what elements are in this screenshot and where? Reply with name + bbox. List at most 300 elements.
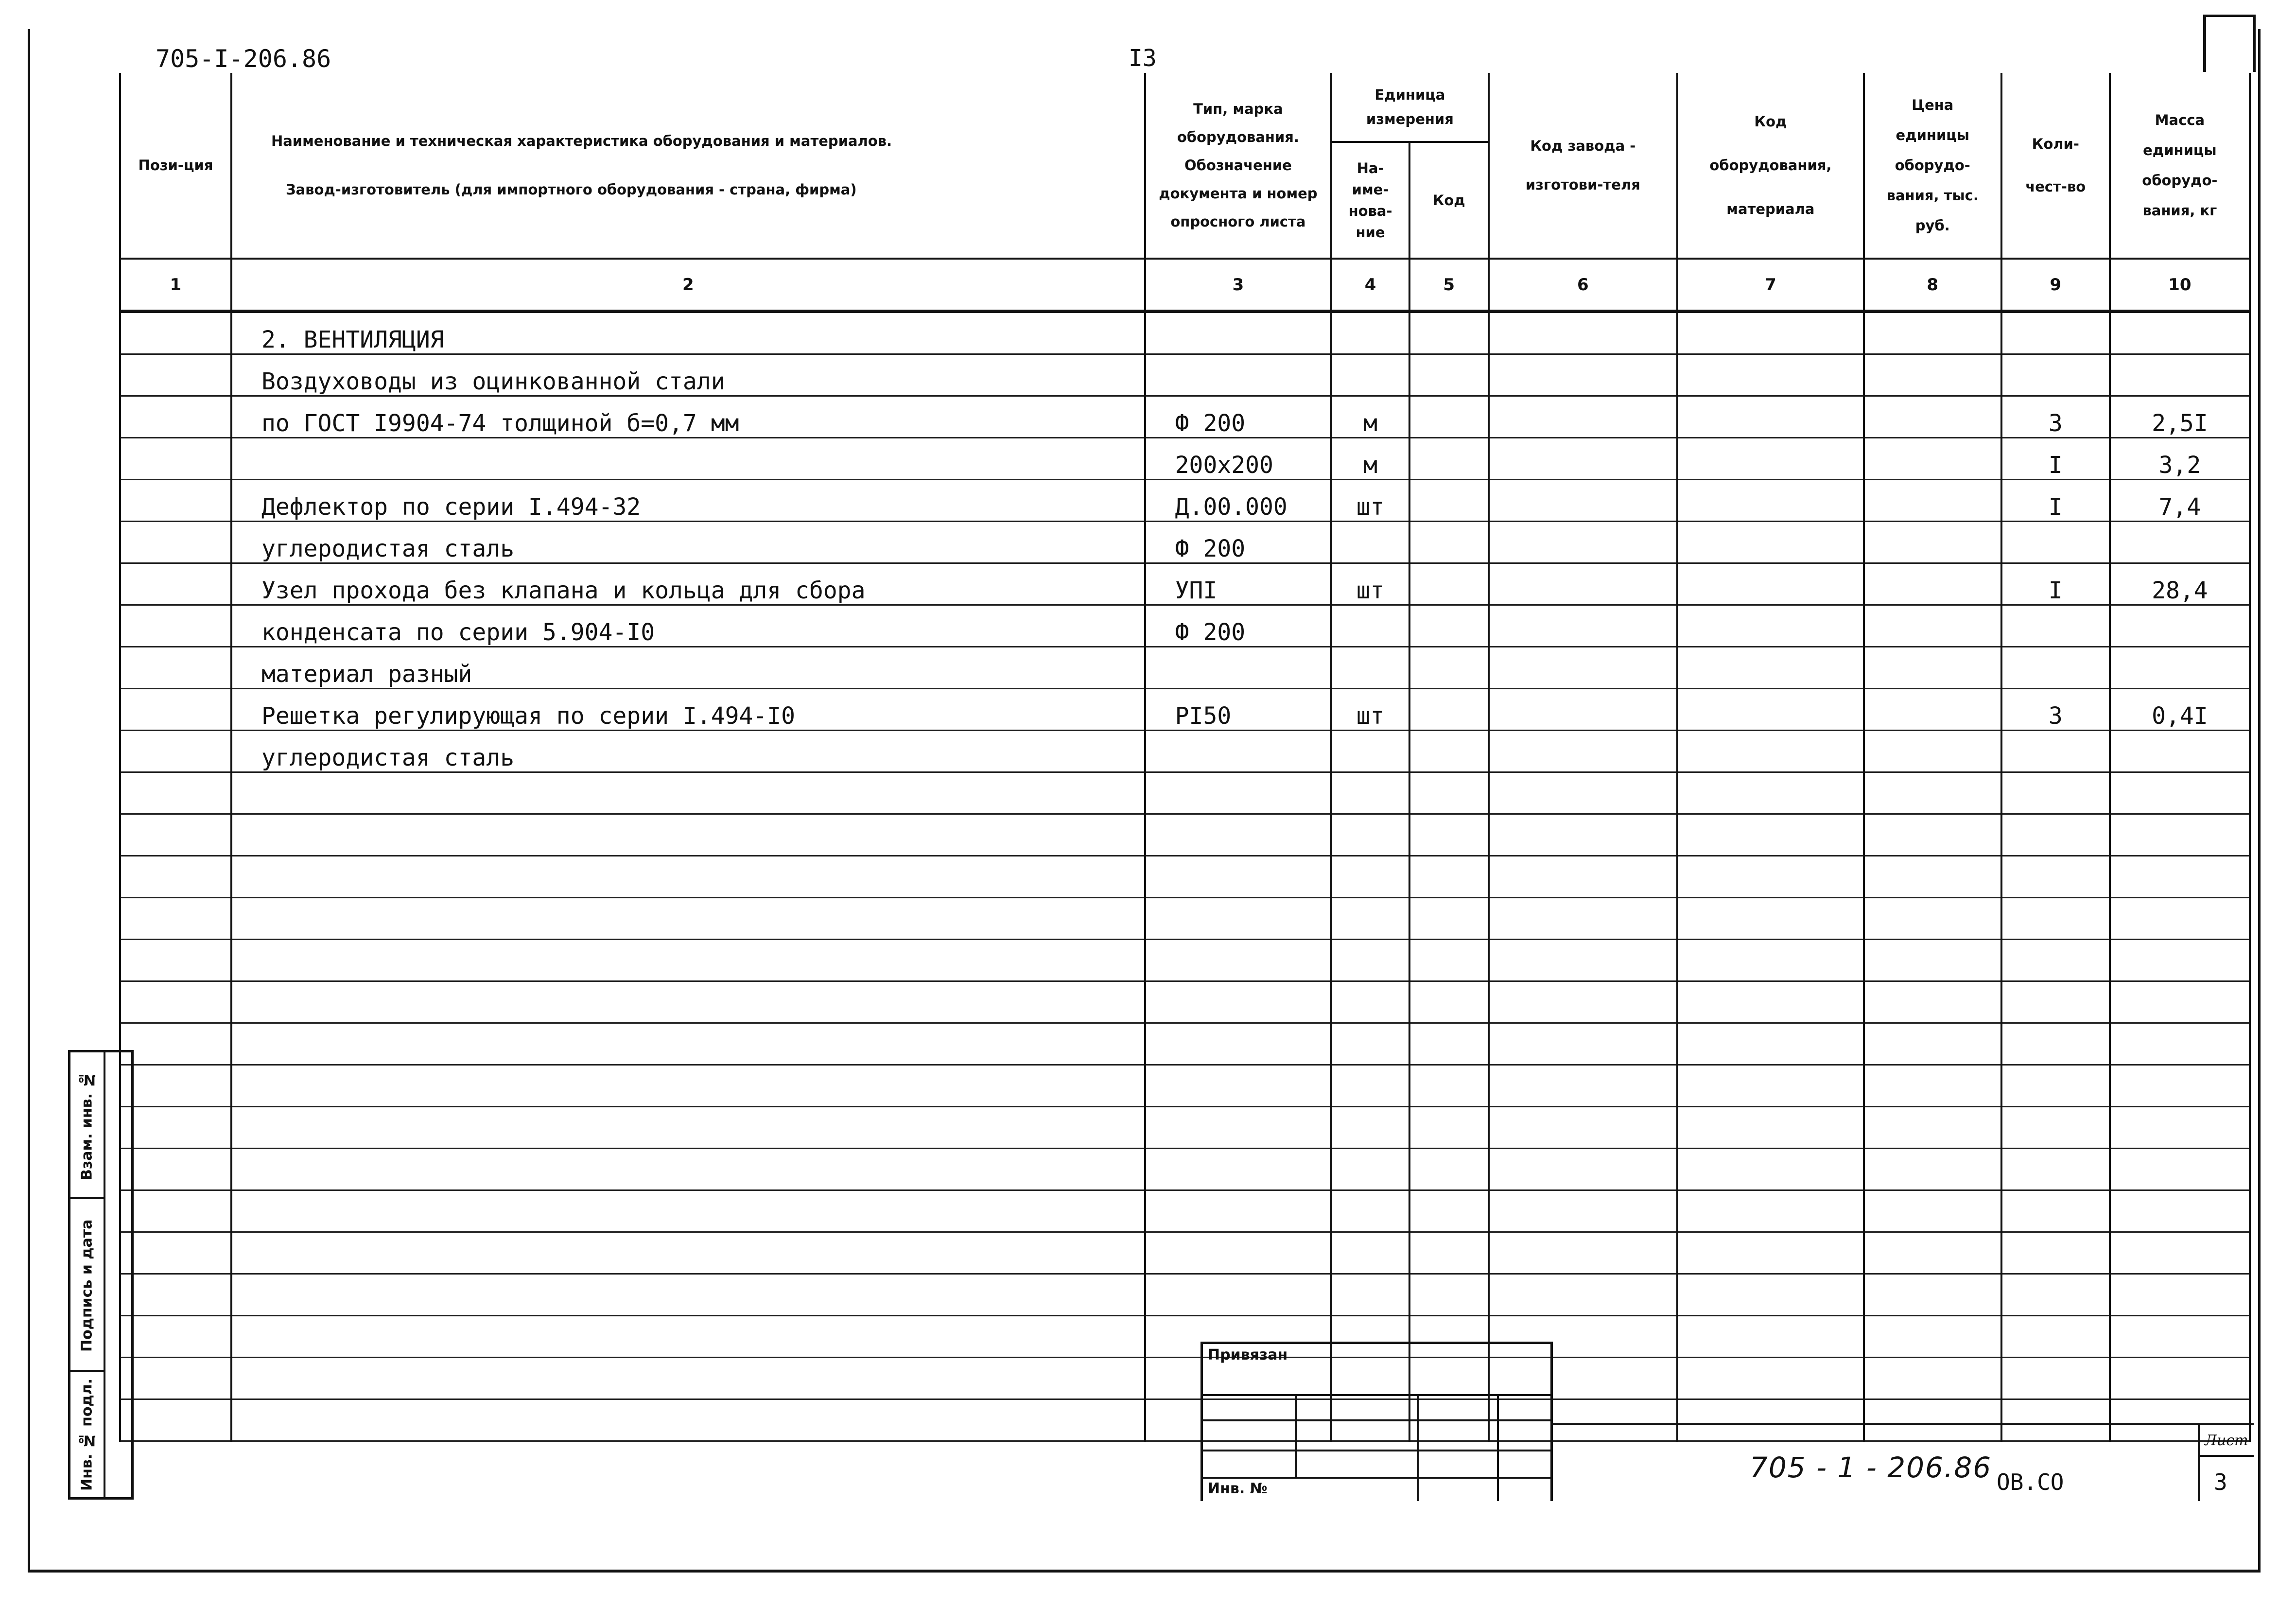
cell-quantity — [2001, 856, 2110, 898]
cell-equipment-code — [1677, 1316, 1864, 1358]
table-row — [120, 772, 2250, 814]
cell-factory-code — [1489, 1023, 1678, 1065]
header-quantity: Коли-чест-во — [2001, 73, 2110, 259]
column-number: 5 — [1409, 259, 1489, 312]
cell-equipment-code — [1677, 689, 1864, 731]
header-factory-code: Код завода - изготови-теля — [1489, 73, 1678, 259]
cell-factory-code — [1489, 647, 1678, 689]
sheet-label: Лист — [2205, 1432, 2248, 1449]
cell-mass — [2110, 1149, 2250, 1190]
cell-price — [1864, 312, 2001, 354]
table-row — [120, 1358, 2250, 1399]
cell-quantity — [2001, 647, 2110, 689]
cell-unit — [1331, 1023, 1409, 1065]
cell-unit: шт — [1331, 689, 1409, 731]
cell-position — [120, 438, 231, 480]
cell-price — [1864, 731, 2001, 772]
cell-mass — [2110, 1232, 2250, 1274]
cell-price — [1864, 438, 2001, 480]
cell-quantity — [2001, 772, 2110, 814]
stamp-original-inv: Инв. № подл. — [78, 1378, 96, 1491]
table-row — [120, 563, 2250, 605]
table-row — [120, 312, 2250, 354]
cell-mass — [2110, 772, 2250, 814]
header-page-number: I3 — [1129, 45, 1157, 72]
header-name — [231, 73, 1145, 259]
document-code: ОВ.СО — [1997, 1469, 2064, 1495]
cell-quantity — [2001, 981, 2110, 1023]
cell-name — [231, 814, 1145, 856]
cell-unit-code — [1409, 522, 1489, 563]
cell-unit-code — [1409, 354, 1489, 396]
cell-mass — [2110, 1316, 2250, 1358]
cell-quantity — [2001, 1399, 2110, 1441]
cell-name — [231, 1190, 1145, 1232]
cell-quantity — [2001, 1190, 2110, 1232]
cell-type: Д.00.000 — [1145, 480, 1332, 522]
cell-type — [1145, 1274, 1332, 1316]
cell-position — [120, 689, 231, 731]
cell-factory-code — [1489, 1274, 1678, 1316]
cell-name: по ГОСТ I9904-74 толщиной б=0,7 мм — [231, 396, 1145, 438]
cell-name — [231, 438, 1145, 480]
cell-price — [1864, 1316, 2001, 1358]
cell-unit-code — [1409, 1149, 1489, 1190]
header-price: Цена единицы оборудо-вания, тыс. руб. — [1864, 73, 2001, 259]
column-number: 6 — [1489, 259, 1678, 312]
left-stamp — [68, 1050, 134, 1500]
table-row — [120, 396, 2250, 438]
cell-position — [120, 480, 231, 522]
table-row — [120, 647, 2250, 689]
table-row — [120, 1399, 2250, 1441]
header-unit-group: Единица измерения — [1331, 73, 1488, 142]
cell-factory-code — [1489, 354, 1678, 396]
cell-unit-code — [1409, 1274, 1489, 1316]
cell-name — [231, 1358, 1145, 1399]
header-position: Пози-ция — [120, 73, 231, 259]
cell-price — [1864, 354, 2001, 396]
header-unit-code: Код — [1409, 142, 1489, 259]
cell-mass — [2110, 647, 2250, 689]
cell-quantity — [2001, 814, 2110, 856]
cell-equipment-code — [1677, 605, 1864, 647]
cell-type — [1145, 856, 1332, 898]
table-row — [120, 605, 2250, 647]
column-number: 10 — [2110, 259, 2250, 312]
cell-unit — [1331, 647, 1409, 689]
cell-equipment-code — [1677, 814, 1864, 856]
cell-price — [1864, 522, 2001, 563]
cell-name — [231, 1232, 1145, 1274]
cell-equipment-code — [1677, 396, 1864, 438]
column-number: 1 — [120, 259, 231, 312]
cell-position — [120, 312, 231, 354]
cell-mass — [2110, 522, 2250, 563]
cell-equipment-code — [1677, 1190, 1864, 1232]
cell-position — [120, 814, 231, 856]
specification-table — [119, 73, 2251, 1442]
cell-name — [231, 1149, 1145, 1190]
header-mass: Масса единицы оборудо-вания, кг — [2110, 73, 2250, 259]
stamp-replaced-inv: Взам. инв. № — [78, 1071, 96, 1181]
cell-equipment-code — [1677, 1274, 1864, 1316]
cell-equipment-code — [1677, 856, 1864, 898]
cell-name — [231, 1399, 1145, 1441]
cell-price — [1864, 898, 2001, 940]
cell-unit-code — [1409, 438, 1489, 480]
cell-unit-code — [1409, 1190, 1489, 1232]
cell-quantity — [2001, 312, 2110, 354]
cell-mass — [2110, 981, 2250, 1023]
cell-factory-code — [1489, 940, 1678, 981]
cell-unit-code — [1409, 856, 1489, 898]
cell-factory-code — [1489, 1149, 1678, 1190]
cell-name: 2. ВЕНТИЛЯЦИЯ — [231, 312, 1145, 354]
cell-quantity — [2001, 1316, 2110, 1358]
cell-quantity — [2001, 898, 2110, 940]
cell-price — [1864, 563, 2001, 605]
drawing-designation: 705 - 1 - 206.86 — [1750, 1451, 1992, 1484]
cell-unit-code — [1409, 814, 1489, 856]
cell-equipment-code — [1677, 1232, 1864, 1274]
cell-unit — [1331, 981, 1409, 1023]
table-row — [120, 1190, 2250, 1232]
table-row — [120, 981, 2250, 1023]
cell-equipment-code — [1677, 731, 1864, 772]
cell-type — [1145, 981, 1332, 1023]
cell-price — [1864, 1023, 2001, 1065]
cell-type — [1145, 1065, 1332, 1107]
header-name-line2: Завод-изготовитель (для импортного оборудования - страна, фирма) — [285, 181, 857, 198]
cell-name — [231, 1274, 1145, 1316]
cell-unit — [1331, 1149, 1409, 1190]
cell-factory-code — [1489, 1065, 1678, 1107]
cell-quantity — [2001, 1107, 2110, 1149]
cell-name: конденсата по серии 5.904-I0 — [231, 605, 1145, 647]
cell-factory-code — [1489, 731, 1678, 772]
cell-unit-code — [1409, 689, 1489, 731]
cell-factory-code — [1489, 312, 1678, 354]
cell-type — [1145, 1023, 1332, 1065]
header-unit-name: На-име-нова-ние — [1331, 142, 1409, 259]
cell-unit-code — [1409, 1107, 1489, 1149]
cell-price — [1864, 1274, 2001, 1316]
table-row — [120, 814, 2250, 856]
cell-mass — [2110, 1274, 2250, 1316]
cell-unit — [1331, 1065, 1409, 1107]
cell-position — [120, 772, 231, 814]
cell-name: Решетка регулирующая по серии I.494-I0 — [231, 689, 1145, 731]
cell-factory-code — [1489, 563, 1678, 605]
cell-unit-code — [1409, 563, 1489, 605]
cell-factory-code — [1489, 1107, 1678, 1149]
table-row — [120, 898, 2250, 940]
column-number: 9 — [2001, 259, 2110, 312]
cell-type — [1145, 731, 1332, 772]
cell-type — [1145, 1149, 1332, 1190]
cell-unit: шт — [1331, 563, 1409, 605]
header-name-line1: Наименование и техническая характеристика оборудования и материалов. — [271, 133, 892, 149]
cell-name — [231, 940, 1145, 981]
table-row — [120, 480, 2250, 522]
cell-unit — [1331, 772, 1409, 814]
cell-position — [120, 940, 231, 981]
cell-equipment-code — [1677, 480, 1864, 522]
cell-type — [1145, 772, 1332, 814]
cell-mass — [2110, 1107, 2250, 1149]
cell-name: Воздуховоды из оцинкованной стали — [231, 354, 1145, 396]
cell-mass: 3,2 — [2110, 438, 2250, 480]
cell-type: Ф 200 — [1145, 605, 1332, 647]
header-doc-code: 705-I-206.86 — [156, 45, 331, 73]
cell-unit-code — [1409, 480, 1489, 522]
cell-quantity: 3 — [2001, 396, 2110, 438]
cell-mass — [2110, 312, 2250, 354]
cell-factory-code — [1489, 689, 1678, 731]
header-type: Тип, марка оборудования. Обозначение документа и номер опросного листа — [1145, 73, 1332, 259]
cell-equipment-code — [1677, 522, 1864, 563]
table-row — [120, 354, 2250, 396]
column-number: 7 — [1677, 259, 1864, 312]
cell-unit — [1331, 522, 1409, 563]
cell-equipment-code — [1677, 1399, 1864, 1441]
cell-unit-code — [1409, 898, 1489, 940]
header-equipment-code: Код оборудования, материала — [1677, 73, 1864, 259]
cell-equipment-code — [1677, 981, 1864, 1023]
cell-quantity: I — [2001, 438, 2110, 480]
cell-position — [120, 1023, 231, 1065]
cell-equipment-code — [1677, 563, 1864, 605]
cell-price — [1864, 856, 2001, 898]
cell-type — [1145, 647, 1332, 689]
cell-unit-code — [1409, 940, 1489, 981]
cell-position — [120, 1399, 231, 1441]
cell-position — [120, 856, 231, 898]
cell-factory-code — [1489, 396, 1678, 438]
cell-factory-code — [1489, 856, 1678, 898]
cell-quantity — [2001, 605, 2110, 647]
cell-factory-code — [1489, 981, 1678, 1023]
cell-equipment-code — [1677, 438, 1864, 480]
cell-unit-code — [1409, 1023, 1489, 1065]
cell-name — [231, 981, 1145, 1023]
cell-position — [120, 981, 231, 1023]
cell-unit — [1331, 354, 1409, 396]
cell-name: Дефлектор по серии I.494-32 — [231, 480, 1145, 522]
cell-equipment-code — [1677, 647, 1864, 689]
cell-unit-code — [1409, 647, 1489, 689]
cell-factory-code — [1489, 480, 1678, 522]
cell-quantity — [2001, 354, 2110, 396]
cell-equipment-code — [1677, 1107, 1864, 1149]
cell-unit-code — [1409, 312, 1489, 354]
cell-unit — [1331, 731, 1409, 772]
cell-price — [1864, 480, 2001, 522]
table-row — [120, 1274, 2250, 1316]
cell-position — [120, 396, 231, 438]
cell-position — [120, 1232, 231, 1274]
cell-equipment-code — [1677, 354, 1864, 396]
table-row — [120, 856, 2250, 898]
cell-price — [1864, 1065, 2001, 1107]
cell-factory-code — [1489, 814, 1678, 856]
cell-position — [120, 522, 231, 563]
cell-unit-code — [1409, 1232, 1489, 1274]
table-row — [120, 1149, 2250, 1190]
cell-equipment-code — [1677, 1149, 1864, 1190]
cell-position — [120, 563, 231, 605]
table-row — [120, 522, 2250, 563]
cell-mass: 2,5I — [2110, 396, 2250, 438]
cell-mass — [2110, 1065, 2250, 1107]
cell-factory-code — [1489, 1190, 1678, 1232]
cell-equipment-code — [1677, 898, 1864, 940]
cell-unit — [1331, 898, 1409, 940]
cell-type: УПI — [1145, 563, 1332, 605]
cell-price — [1864, 605, 2001, 647]
cell-price — [1864, 1149, 2001, 1190]
cell-factory-code — [1489, 772, 1678, 814]
cell-quantity — [2001, 731, 2110, 772]
cell-quantity — [2001, 1232, 2110, 1274]
cell-unit — [1331, 1232, 1409, 1274]
cell-position — [120, 1065, 231, 1107]
inv-number-label: Инв. № — [1208, 1480, 1268, 1497]
cell-unit: м — [1331, 438, 1409, 480]
table-row — [120, 689, 2250, 731]
cell-mass — [2110, 856, 2250, 898]
cell-position — [120, 647, 231, 689]
table-row — [120, 1065, 2250, 1107]
cell-price — [1864, 1107, 2001, 1149]
cell-type — [1145, 814, 1332, 856]
cell-price — [1864, 1399, 2001, 1441]
cell-type: Ф 200 — [1145, 522, 1332, 563]
table-row — [120, 1316, 2250, 1358]
cell-position — [120, 1190, 231, 1232]
cell-name: углеродистая сталь — [231, 522, 1145, 563]
cell-quantity — [2001, 1023, 2110, 1065]
cell-mass: 0,4I — [2110, 689, 2250, 731]
cell-mass — [2110, 1358, 2250, 1399]
cell-mass — [2110, 814, 2250, 856]
cell-price — [1864, 1358, 2001, 1399]
cell-type — [1145, 312, 1332, 354]
cell-quantity — [2001, 1065, 2110, 1107]
cell-unit — [1331, 856, 1409, 898]
cell-mass — [2110, 605, 2250, 647]
cell-equipment-code — [1677, 940, 1864, 981]
cell-price — [1864, 396, 2001, 438]
column-number: 8 — [1864, 259, 2001, 312]
cell-quantity: I — [2001, 480, 2110, 522]
table-row — [120, 1107, 2250, 1149]
column-number: 2 — [231, 259, 1145, 312]
cell-name — [231, 898, 1145, 940]
cell-name: Узел прохода без клапана и кольца для сбора — [231, 563, 1145, 605]
cell-unit — [1331, 1107, 1409, 1149]
cell-name: материал разный — [231, 647, 1145, 689]
cell-factory-code — [1489, 898, 1678, 940]
cell-position — [120, 605, 231, 647]
cell-quantity: I — [2001, 563, 2110, 605]
table-row — [120, 1023, 2250, 1065]
cell-type — [1145, 1232, 1332, 1274]
cell-quantity — [2001, 1149, 2110, 1190]
cell-unit: шт — [1331, 480, 1409, 522]
cell-unit — [1331, 814, 1409, 856]
cell-mass: 28,4 — [2110, 563, 2250, 605]
cell-unit-code — [1409, 605, 1489, 647]
cell-position — [120, 731, 231, 772]
cell-unit-code — [1409, 1065, 1489, 1107]
cell-price — [1864, 647, 2001, 689]
cell-factory-code — [1489, 438, 1678, 480]
cell-unit-code — [1409, 772, 1489, 814]
cell-name — [231, 1316, 1145, 1358]
cell-mass — [2110, 898, 2250, 940]
cell-position — [120, 1358, 231, 1399]
cell-equipment-code — [1677, 1358, 1864, 1399]
cell-unit-code — [1409, 396, 1489, 438]
column-number: 3 — [1145, 259, 1332, 312]
cell-name — [231, 856, 1145, 898]
cell-mass — [2110, 1023, 2250, 1065]
cell-unit — [1331, 605, 1409, 647]
top-right-frame-box — [2203, 15, 2256, 72]
cell-price — [1864, 1232, 2001, 1274]
cell-equipment-code — [1677, 772, 1864, 814]
stamp-signature-date: Подпись и дата — [78, 1219, 96, 1352]
cell-price — [1864, 981, 2001, 1023]
column-number: 4 — [1331, 259, 1409, 312]
cell-name — [231, 1023, 1145, 1065]
cell-mass — [2110, 731, 2250, 772]
cell-name: углеродистая сталь — [231, 731, 1145, 772]
cell-quantity: 3 — [2001, 689, 2110, 731]
cell-price — [1864, 689, 2001, 731]
cell-equipment-code — [1677, 312, 1864, 354]
cell-name — [231, 1065, 1145, 1107]
cell-type: Ф 200 — [1145, 396, 1332, 438]
cell-type: 200x200 — [1145, 438, 1332, 480]
cell-position — [120, 354, 231, 396]
cell-position — [120, 1274, 231, 1316]
cell-type — [1145, 898, 1332, 940]
cell-unit-code — [1409, 981, 1489, 1023]
table-row — [120, 940, 2250, 981]
attached-label: Привязан — [1208, 1346, 1288, 1363]
cell-type: PI50 — [1145, 689, 1332, 731]
cell-factory-code — [1489, 1232, 1678, 1274]
cell-quantity — [2001, 940, 2110, 981]
cell-price — [1864, 814, 2001, 856]
cell-mass — [2110, 940, 2250, 981]
cell-position — [120, 1316, 231, 1358]
cell-position — [120, 1149, 231, 1190]
cell-unit — [1331, 1274, 1409, 1316]
cell-price — [1864, 772, 2001, 814]
cell-price — [1864, 1190, 2001, 1232]
sheet-number: 3 — [2214, 1469, 2227, 1495]
cell-unit — [1331, 940, 1409, 981]
cell-quantity — [2001, 1274, 2110, 1316]
cell-position — [120, 1107, 231, 1149]
cell-mass — [2110, 1190, 2250, 1232]
cell-price — [1864, 940, 2001, 981]
cell-equipment-code — [1677, 1065, 1864, 1107]
